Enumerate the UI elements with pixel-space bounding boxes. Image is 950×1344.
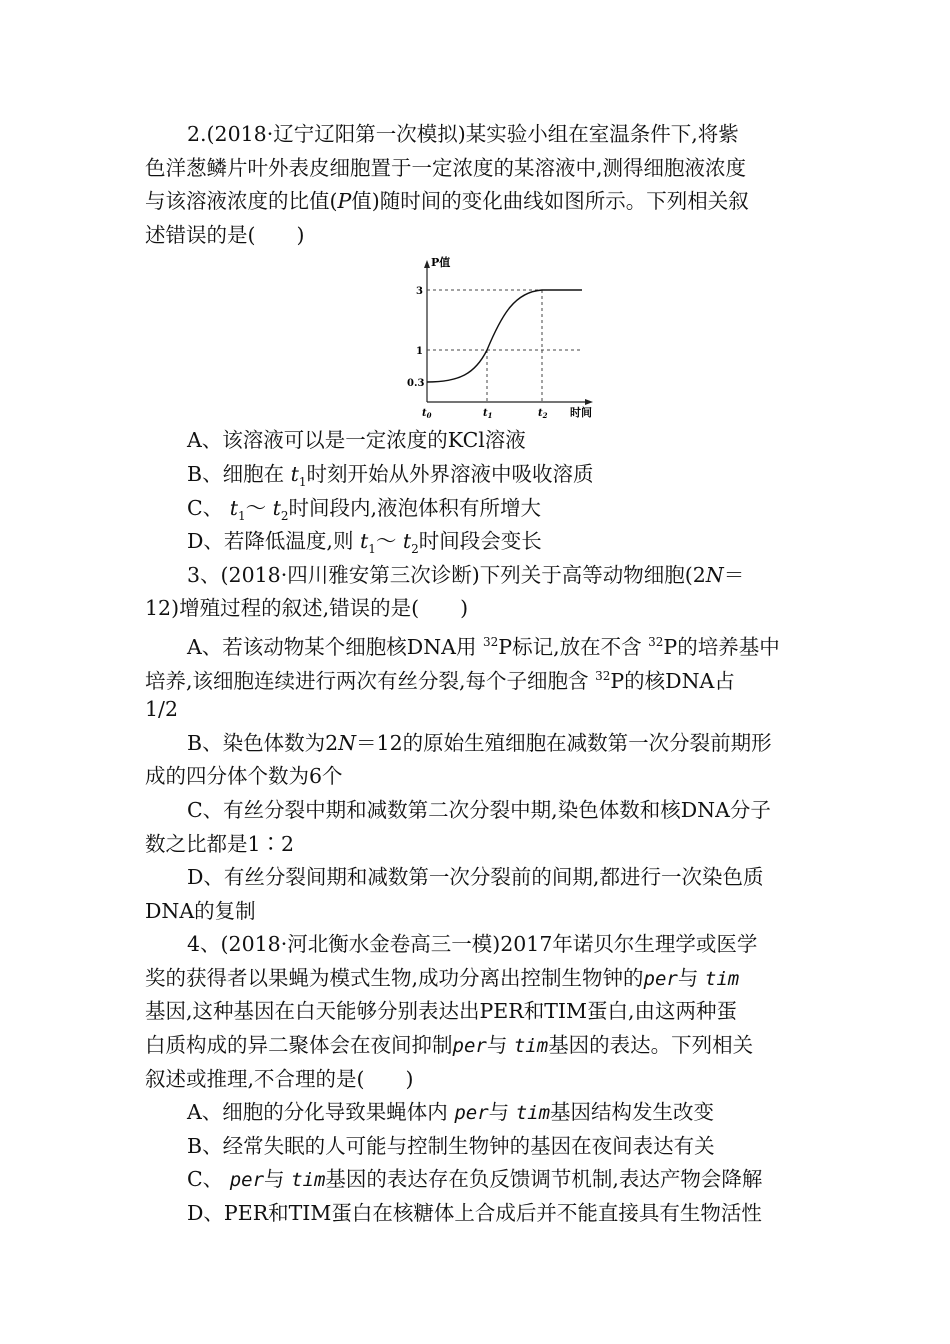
- x-tick-t1: $t_1$: [483, 408, 493, 421]
- q4-a-text: 基因结构发生改变: [550, 1100, 715, 1125]
- q2-b-text: 时刻开始从外界溶液中吸收溶质: [306, 461, 594, 486]
- q2-text: 值)随时间的变化曲线如图所示。下列相关叙: [351, 189, 749, 214]
- x-axis-arrow: [585, 399, 593, 405]
- q3-option-c-line-1: C、有丝分裂中期和减数第二次分裂中期,染色体数和核DNA分子: [187, 797, 771, 822]
- q3-text: 3、(2018·四川雅安第三次诊断)下列关于高等动物细胞(2: [187, 562, 706, 587]
- p-symbol: P: [337, 189, 352, 214]
- q4-a-text: 与: [488, 1100, 510, 1125]
- t-symbol: t: [402, 529, 412, 554]
- q2-option-d: [145, 525, 810, 559]
- q3-line-2: 12)增殖过程的叙述,错误的是( ): [145, 596, 469, 621]
- q3-a-text: A、若该动物某个细胞核DNA用: [187, 634, 477, 659]
- tim-gene: tim: [513, 1035, 549, 1058]
- q4-text: 白质构成的异二聚体会在夜间抑制: [145, 1033, 453, 1058]
- per-gene: per: [229, 1169, 265, 1192]
- t-sub: 2: [280, 508, 289, 523]
- q4-c-text: 基因的表达存在负反馈调节机制,表达产物会降解: [325, 1167, 763, 1192]
- x-tick-t0: $t_0$: [422, 408, 432, 421]
- q4-option-c: [145, 1163, 810, 1197]
- x-axis-label: 时间: [570, 406, 592, 420]
- q3-text: ＝: [723, 562, 745, 587]
- q3-option-d-line-2: DNA的复制: [145, 898, 256, 923]
- q2-line-1: 2.(2018·辽宁辽阳第一次模拟)某实验小组在室温条件下,将紫: [187, 122, 739, 146]
- q3-option-d-line-1: D、有丝分裂间期和减数第一次分裂前的间期,都进行一次染色质: [187, 865, 764, 890]
- n-symbol: N: [338, 730, 357, 755]
- p-value-curve: [427, 290, 582, 382]
- q2-line-3: [145, 185, 810, 219]
- q4-c-text: 与: [264, 1167, 285, 1192]
- tilde: ～: [245, 495, 267, 520]
- t-symbol: t: [290, 461, 299, 486]
- t-sub: 2: [411, 542, 419, 557]
- q3-line-1: [145, 559, 810, 593]
- isotope-sup: 32: [483, 634, 499, 649]
- y-axis-label: P值: [431, 256, 451, 270]
- q3-option-a-line-2: [145, 660, 810, 694]
- q4-line-4: [145, 1029, 810, 1063]
- q4-line-5: 叙述或推理,不合理的是( ): [145, 1066, 414, 1091]
- t-symbol: t: [229, 495, 238, 520]
- p-value-chart: [145, 252, 810, 424]
- q4-text: 与: [486, 1033, 508, 1058]
- q3-a-text: P标记,放在不含: [498, 634, 642, 659]
- q2-d-text: 时间段会变长: [418, 529, 542, 554]
- chart-svg: [407, 252, 607, 422]
- q3-a-text: P的培养基中: [663, 634, 780, 659]
- q3-b-text: B、染色体数为2: [187, 730, 339, 755]
- q3-option-b-line-1: [145, 727, 810, 761]
- y-axis-arrow: [424, 260, 430, 268]
- q3-a-text: 培养,该细胞连续进行两次有丝分裂,每个子细胞含: [145, 668, 589, 693]
- q2-b-text: B、细胞在: [187, 461, 291, 486]
- q3-option-c-line-2: 数之比都是1∶2: [145, 831, 295, 856]
- q3-a-text: P的核DNA占: [610, 668, 735, 693]
- q2-option-c: [145, 492, 810, 526]
- t-sub: 1: [298, 475, 307, 490]
- q4-c-text: C、: [187, 1167, 224, 1192]
- x-tick-t2: $t_2$: [538, 408, 548, 421]
- tilde: ～: [375, 529, 397, 554]
- t-sub: 1: [237, 508, 246, 523]
- t-symbol: t: [359, 529, 369, 554]
- q2-line-2: 色洋葱鳞片叶外表皮细胞置于一定浓度的某溶液中,测得细胞液浓度: [145, 155, 747, 180]
- document-page: [145, 118, 810, 1231]
- q2-option-a: A、该溶液可以是一定浓度的KCl溶液: [187, 428, 526, 453]
- n-symbol: N: [705, 562, 724, 587]
- q2-d-text: D、若降低温度,则: [187, 529, 360, 554]
- t-symbol: t: [272, 495, 281, 520]
- q4-line-3: 基因,这种基因在白天能够分别表达出PER和TIM蛋白,由这两种蛋: [145, 999, 737, 1024]
- isotope-sup: 32: [595, 668, 611, 683]
- q3-b-text: ＝12的原始生殖细胞在减数第一次分裂前期形: [356, 730, 772, 755]
- per-gene: per: [643, 967, 678, 990]
- q2-text: 与该溶液浓度的比值(: [145, 189, 338, 214]
- q4-text: 基因的表达。下列相关: [548, 1033, 754, 1058]
- q4-text: 与: [677, 965, 699, 990]
- q3-option-b-line-2: 成的四分体个数为6个: [145, 764, 343, 789]
- per-gene: per: [454, 1102, 489, 1125]
- y-tick-1: 1: [416, 346, 423, 358]
- tim-gene: tim: [704, 967, 740, 990]
- q2-c-text: C、: [187, 495, 224, 520]
- t-sub: 1: [368, 542, 376, 557]
- q4-a-text: A、细胞的分化导致果蝇体内: [187, 1100, 448, 1125]
- q2-option-b: [145, 458, 810, 492]
- per-gene: per: [452, 1035, 487, 1058]
- q2-c-text: 时间段内,液泡体积有所增大: [288, 495, 542, 520]
- tim-gene: tim: [291, 1169, 326, 1192]
- q3-option-a-line-1: [145, 626, 810, 660]
- q4-option-a: [145, 1096, 810, 1130]
- y-tick-3: 3: [416, 286, 423, 298]
- q4-line-1: 4、(2018·河北衡水金卷高三一模)2017年诺贝尔生理学或医学: [187, 932, 758, 957]
- y-tick-0-3: 0.3: [407, 378, 425, 390]
- tim-gene: tim: [515, 1102, 551, 1125]
- q4-option-d: D、PER和TIM蛋白在核糖体上合成后并不能直接具有生物活性: [187, 1201, 762, 1226]
- q4-text: 奖的获得者以果蝇为模式生物,成功分离出控制生物钟的: [145, 965, 644, 990]
- q3-option-a-line-3: 1/2: [145, 697, 178, 722]
- q4-line-2: [145, 962, 810, 996]
- q2-line-4: 述错误的是( ): [145, 222, 305, 247]
- isotope-sup: 32: [648, 634, 664, 649]
- q4-option-b: B、经常失眠的人可能与控制生物钟的基因在夜间表达有关: [187, 1133, 715, 1158]
